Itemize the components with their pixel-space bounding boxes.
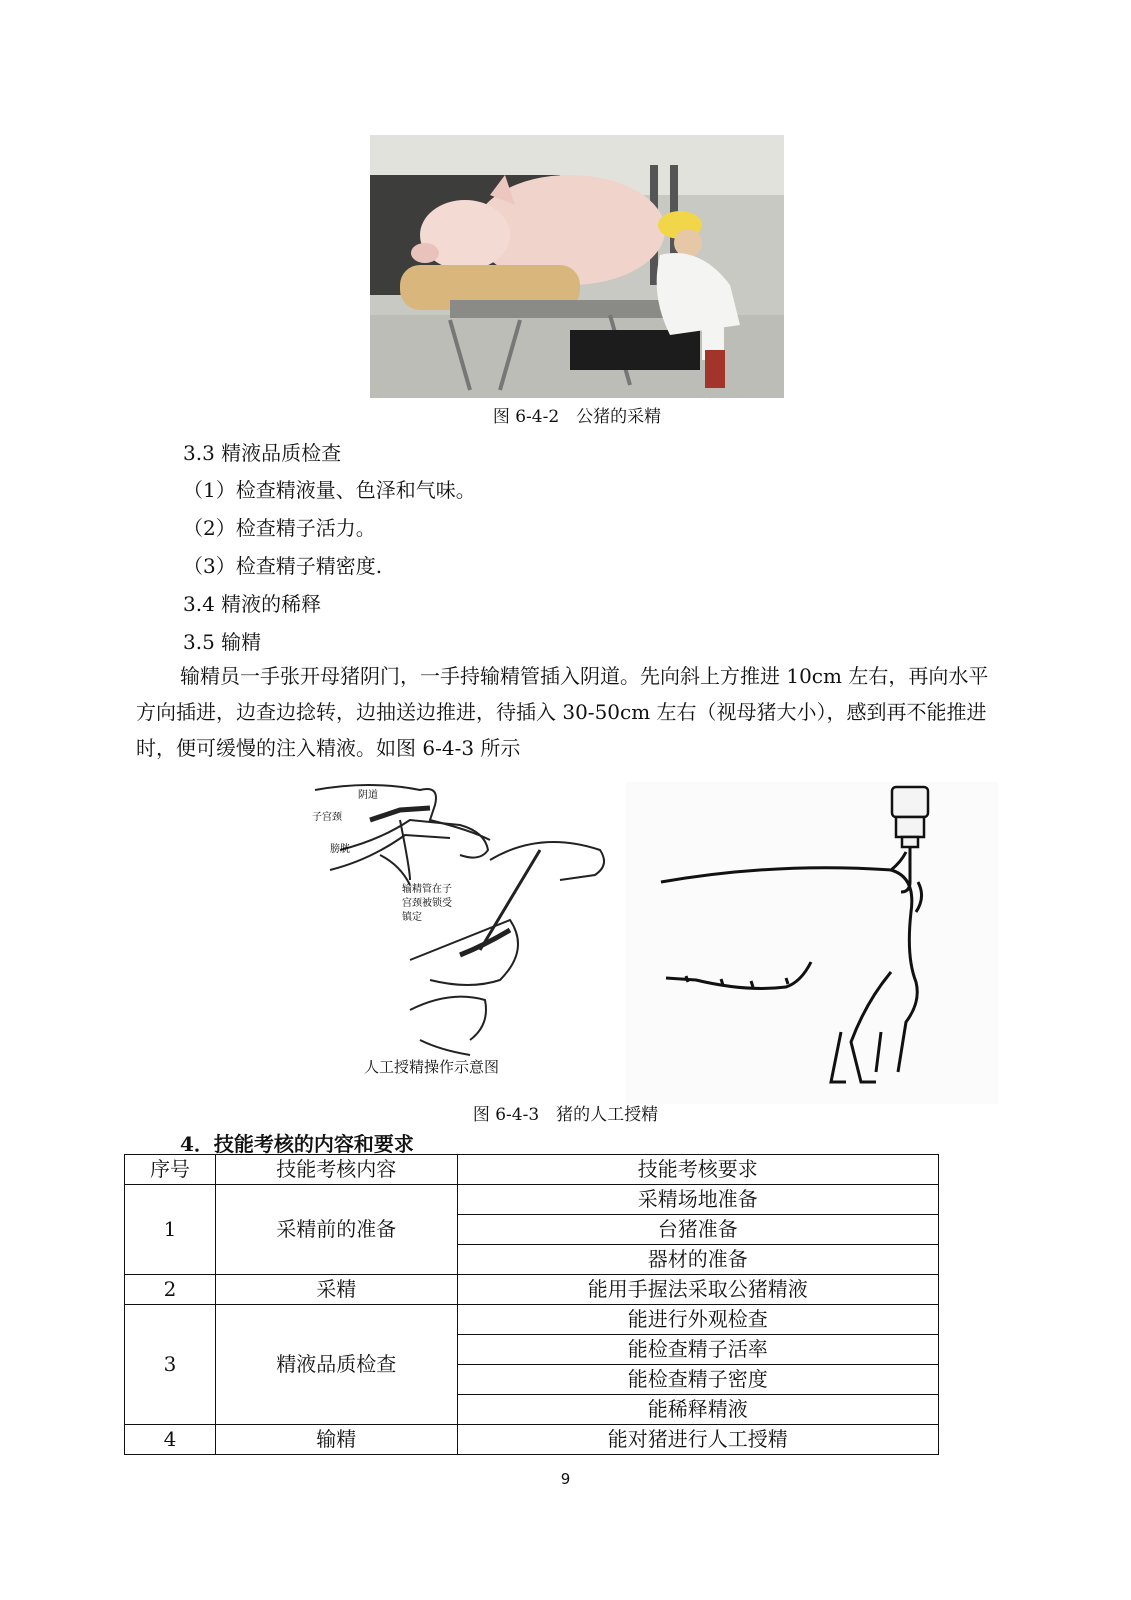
sow-outline [626, 782, 998, 1104]
assessment-content: 采精前的准备 [215, 1185, 457, 1275]
header-cell: 技能考核要求 [457, 1155, 938, 1185]
assessment-requirement: 能用手握法采取公猪精液 [457, 1275, 938, 1305]
row-number: 1 [125, 1185, 216, 1275]
sow-insemination-sketch [626, 782, 998, 1104]
table-row [125, 1305, 939, 1335]
table-row [125, 1275, 939, 1305]
section-3-4-title: 3.4 精液的稀释 [183, 592, 322, 616]
assessment-requirement: 器材的准备 [457, 1245, 938, 1275]
page-number: 9 [560, 1470, 571, 1488]
list-item: （2）检查精子活力。 [183, 516, 376, 540]
row-number: 3 [125, 1305, 216, 1425]
list-item: （3）检查精子精密度. [183, 554, 383, 578]
skill-assessment-table [124, 1154, 939, 1455]
assessment-requirement: 能进行外观检查 [457, 1305, 938, 1335]
table-row [125, 1185, 939, 1215]
diagram-title: 人工授精操作示意图 [364, 1058, 500, 1076]
row-number: 2 [125, 1275, 216, 1305]
header-cell: 技能考核内容 [215, 1155, 457, 1185]
section-4-title: 4．技能考核的内容和要求 [180, 1132, 414, 1156]
row-number: 4 [125, 1425, 216, 1455]
figure-caption-6-4-3: 图 6-4-3 猪的人工授精 [472, 1105, 659, 1125]
assessment-requirement: 能检查精子密度 [457, 1365, 938, 1395]
list-item: （1）检查精液量、色泽和气味。 [183, 478, 476, 502]
insemination-diagram [310, 780, 620, 1085]
label-note: 镇定 [402, 912, 422, 923]
label-bladder: 膀胱 [330, 844, 350, 855]
label-cervix: 子宫颈 [312, 812, 342, 823]
assessment-requirement: 能稀释精液 [457, 1395, 938, 1425]
assessment-requirement: 采精场地准备 [457, 1185, 938, 1215]
label-vagina: 阴道 [358, 790, 378, 801]
section-3-5-body: 输精员一手张开母猪阴门，一手持输精管插入阴道。先向斜上方推进 10cm 左右，再向水平方向插进，边查边捻转，边抽送边推进，待插入 30-50cm 左右（视母猪大小），感到再不能推进时，便可缓慢的注入精液。如图 6-4-3 所示 [136, 664, 989, 760]
insemination-sketch [310, 780, 620, 1085]
header-cell: 序号 [125, 1155, 216, 1185]
figure-caption-6-4-2: 图 6-4-2 公猪的采精 [492, 407, 662, 427]
label-note: 宫颈被锁受 [402, 898, 452, 909]
photo-illustration [370, 135, 784, 398]
section-3-3-title: 3.3 精液品质检查 [183, 441, 342, 465]
table-header-row [125, 1155, 939, 1185]
assessment-content: 精液品质检查 [215, 1305, 457, 1425]
section-3-5-title: 3.5 输精 [183, 630, 262, 654]
assessment-requirement: 能对猪进行人工授精 [457, 1425, 938, 1455]
assessment-requirement: 能检查精子活率 [457, 1335, 938, 1365]
boar-semen-collection-photo [370, 135, 784, 398]
assessment-content: 采精 [215, 1275, 457, 1305]
label-note: 输精管在子 [402, 884, 452, 895]
assessment-content: 输精 [215, 1425, 457, 1455]
table-row [125, 1425, 939, 1455]
assessment-requirement: 台猪准备 [457, 1215, 938, 1245]
